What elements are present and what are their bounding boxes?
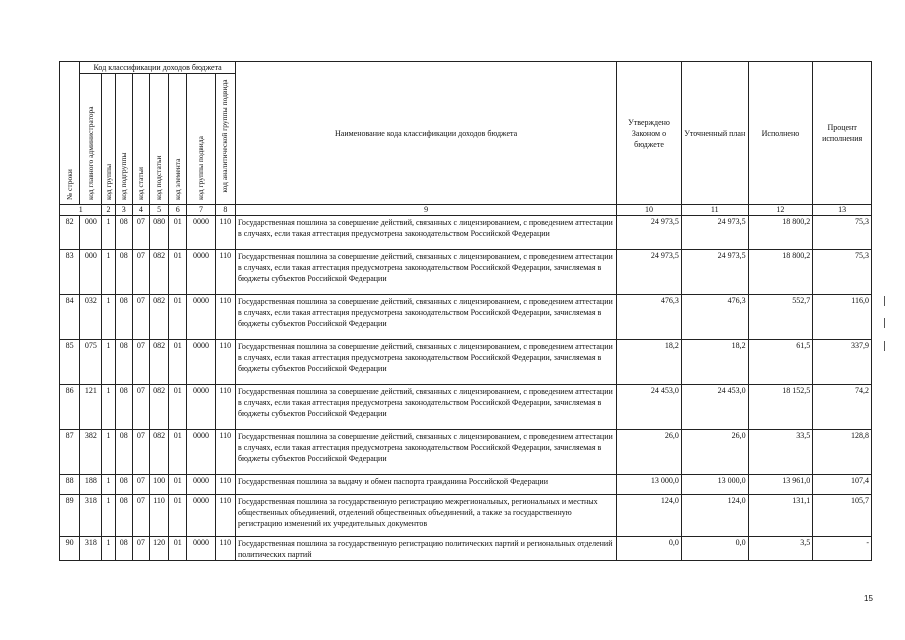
code-subarticle-cell: 082 <box>149 385 168 430</box>
code-article-cell: 07 <box>132 537 149 561</box>
code-subtype-group-cell: 0000 <box>187 295 215 340</box>
code-element-cell: 01 <box>169 537 187 561</box>
code-subarticle-cell: 120 <box>149 537 168 561</box>
code-group-cell: 1 <box>102 475 115 495</box>
code-admin-cell: 382 <box>80 430 102 475</box>
revised-plan-cell: 0,0 <box>681 537 748 561</box>
code-element-cell: 01 <box>169 250 187 295</box>
approved-amount-cell: 124,0 <box>617 495 682 537</box>
header-code-col: код группы <box>102 74 115 205</box>
code-element-cell: 01 <box>169 495 187 537</box>
revenue-name-cell: Государственная пошлина за совершение действий, связанных с лицензированием, с проведением аттестации в случаях, если такая аттестация предусмотрена законодательством Российской Федерации, зачисляемая в бюджеты субъектов Российской Федерации <box>235 250 616 295</box>
code-group-cell: 1 <box>102 385 115 430</box>
code-subgroup-cell: 08 <box>115 340 132 385</box>
column-number-row <box>60 205 872 216</box>
execution-percent-cell: 116,0 <box>813 295 872 340</box>
revised-plan-cell: 124,0 <box>681 495 748 537</box>
column-number: 11 <box>681 205 748 216</box>
code-element-cell: 01 <box>169 475 187 495</box>
column-number: 12 <box>748 205 813 216</box>
executed-amount-cell: 131,1 <box>748 495 813 537</box>
code-article-cell: 07 <box>132 250 149 295</box>
column-number: 9 <box>235 205 616 216</box>
code-group-cell: 1 <box>102 537 115 561</box>
executed-amount-cell: 18 800,2 <box>748 216 813 250</box>
revised-plan-cell: 24 453,0 <box>681 385 748 430</box>
code-subarticle-cell: 100 <box>149 475 168 495</box>
header-row-no: № строки <box>60 62 80 205</box>
executed-amount-cell: 13 961,0 <box>748 475 813 495</box>
header-classification-group: Код классификации доходов бюджета <box>80 62 236 74</box>
code-admin-cell: 318 <box>80 495 102 537</box>
header-code-col: код подстатьи <box>149 74 168 205</box>
code-analytic-group-cell: 110 <box>215 216 235 250</box>
column-number: 2 <box>102 205 115 216</box>
code-subgroup-cell: 08 <box>115 475 132 495</box>
code-analytic-group-cell: 110 <box>215 430 235 475</box>
margin-mark <box>884 296 885 306</box>
code-analytic-group-cell: 110 <box>215 537 235 561</box>
revised-plan-cell: 24 973,5 <box>681 250 748 295</box>
code-admin-cell: 318 <box>80 537 102 561</box>
header-name: Наименование кода классификации доходов бюджета <box>235 62 616 205</box>
revenue-name-cell: Государственная пошлина за совершение действий, связанных с лицензированием, с проведением аттестации в случаях, если такая аттестация предусмотрена законодательством Российской Федерации <box>235 216 616 250</box>
column-number: 1 <box>60 205 102 216</box>
code-admin-cell: 000 <box>80 216 102 250</box>
code-admin-cell: 000 <box>80 250 102 295</box>
revenue-name-cell: Государственная пошлина за государственную регистрацию политических партий и региональных отделений политических партий <box>235 537 616 561</box>
header-percent: Процент исполнения <box>813 62 872 205</box>
approved-amount-cell: 476,3 <box>617 295 682 340</box>
code-group-cell: 1 <box>102 216 115 250</box>
revised-plan-cell: 476,3 <box>681 295 748 340</box>
execution-percent-cell: 128,8 <box>813 430 872 475</box>
code-group-cell: 1 <box>102 430 115 475</box>
code-subtype-group-cell: 0000 <box>187 537 215 561</box>
column-number: 4 <box>132 205 149 216</box>
column-number: 6 <box>169 205 187 216</box>
code-subgroup-cell: 08 <box>115 537 132 561</box>
code-subarticle-cell: 082 <box>149 340 168 385</box>
execution-percent-cell: 75,3 <box>813 216 872 250</box>
execution-percent-cell: 75,3 <box>813 250 872 295</box>
row-number-cell: 85 <box>60 340 80 385</box>
revenue-name-cell: Государственная пошлина за совершение действий, связанных с лицензированием, с проведением аттестации в случаях, если такая аттестация предусмотрена законодательством Российской Федерации, зачисляемая в бюджеты субъектов Российской Федерации <box>235 295 616 340</box>
code-subgroup-cell: 08 <box>115 250 132 295</box>
revenue-name-cell: Государственная пошлина за совершение действий, связанных с лицензированием, с проведением аттестации в случаях, если такая аттестация предусмотрена законодательством Российской Федерации, зачисляемая в бюджеты субъектов Российской Федерации <box>235 430 616 475</box>
revised-plan-cell: 13 000,0 <box>681 475 748 495</box>
code-subarticle-cell: 110 <box>149 495 168 537</box>
code-article-cell: 07 <box>132 216 149 250</box>
code-subtype-group-cell: 0000 <box>187 430 215 475</box>
header-code-col: код элемента <box>169 74 187 205</box>
revised-plan-cell: 18,2 <box>681 340 748 385</box>
code-admin-cell: 032 <box>80 295 102 340</box>
row-number-cell: 89 <box>60 495 80 537</box>
table-row <box>60 537 872 561</box>
row-number-cell: 82 <box>60 216 80 250</box>
code-element-cell: 01 <box>169 385 187 430</box>
approved-amount-cell: 26,0 <box>617 430 682 475</box>
code-group-cell: 1 <box>102 495 115 537</box>
code-subtype-group-cell: 0000 <box>187 385 215 430</box>
code-subgroup-cell: 08 <box>115 430 132 475</box>
code-subtype-group-cell: 0000 <box>187 475 215 495</box>
execution-percent-cell: 74,2 <box>813 385 872 430</box>
executed-amount-cell: 33,5 <box>748 430 813 475</box>
header-code-col: код группы подвида <box>187 74 215 205</box>
code-subarticle-cell: 082 <box>149 250 168 295</box>
revised-plan-cell: 26,0 <box>681 430 748 475</box>
revenue-name-cell: Государственная пошлина за выдачу и обмен паспорта гражданина Российской Федерации <box>235 475 616 495</box>
code-group-cell: 1 <box>102 250 115 295</box>
column-number: 3 <box>115 205 132 216</box>
code-subarticle-cell: 082 <box>149 295 168 340</box>
table-row <box>60 495 872 537</box>
executed-amount-cell: 552,7 <box>748 295 813 340</box>
code-subgroup-cell: 08 <box>115 495 132 537</box>
column-number: 8 <box>215 205 235 216</box>
code-group-cell: 1 <box>102 295 115 340</box>
row-number-cell: 87 <box>60 430 80 475</box>
header-code-col: код подгруппы <box>115 74 132 205</box>
executed-amount-cell: 18 152,5 <box>748 385 813 430</box>
revenue-name-cell: Государственная пошлина за совершение действий, связанных с лицензированием, с проведением аттестации в случаях, если такая аттестация предусмотрена законодательством Российской Федерации, зачисляемая в бюджеты субъектов Российской Федерации <box>235 385 616 430</box>
executed-amount-cell: 3,5 <box>748 537 813 561</box>
code-article-cell: 07 <box>132 340 149 385</box>
revenue-name-cell: Государственная пошлина за государственную регистрацию межрегиональных, региональных и местных общественных объединений, отделений общественных объединений, а также за государственную регистрацию изменений их учредительных документов <box>235 495 616 537</box>
code-analytic-group-cell: 110 <box>215 250 235 295</box>
table-row <box>60 250 872 295</box>
column-number: 10 <box>617 205 682 216</box>
code-analytic-group-cell: 110 <box>215 475 235 495</box>
approved-amount-cell: 24 973,5 <box>617 250 682 295</box>
header-approved: Утверждено Законом о бюджете <box>617 62 682 205</box>
code-subtype-group-cell: 0000 <box>187 340 215 385</box>
code-article-cell: 07 <box>132 475 149 495</box>
column-number: 7 <box>187 205 215 216</box>
execution-percent-cell: - <box>813 537 872 561</box>
code-article-cell: 07 <box>132 385 149 430</box>
code-admin-cell: 121 <box>80 385 102 430</box>
code-element-cell: 01 <box>169 430 187 475</box>
execution-percent-cell: 105,7 <box>813 495 872 537</box>
margin-mark <box>884 341 885 351</box>
code-analytic-group-cell: 110 <box>215 385 235 430</box>
code-admin-cell: 075 <box>80 340 102 385</box>
column-number: 13 <box>813 205 872 216</box>
table-row <box>60 295 872 340</box>
table-row <box>60 340 872 385</box>
header-revised: Уточненный план <box>681 62 748 205</box>
code-article-cell: 07 <box>132 495 149 537</box>
row-number-cell: 86 <box>60 385 80 430</box>
row-number-cell: 88 <box>60 475 80 495</box>
code-group-cell: 1 <box>102 340 115 385</box>
code-subarticle-cell: 082 <box>149 430 168 475</box>
page-number: 15 <box>864 594 873 603</box>
code-analytic-group-cell: 110 <box>215 495 235 537</box>
header-code-col: код аналитической группы подвида <box>215 74 235 205</box>
execution-percent-cell: 107,4 <box>813 475 872 495</box>
code-article-cell: 07 <box>132 430 149 475</box>
row-number-cell: 84 <box>60 295 80 340</box>
approved-amount-cell: 13 000,0 <box>617 475 682 495</box>
code-element-cell: 01 <box>169 340 187 385</box>
revenue-name-cell: Государственная пошлина за совершение действий, связанных с лицензированием, с проведением аттестации в случаях, если такая аттестация предусмотрена законодательством Российской Федерации, зачисляемая в бюджеты субъектов Российской Федерации <box>235 340 616 385</box>
code-subgroup-cell: 08 <box>115 385 132 430</box>
table-row <box>60 385 872 430</box>
row-number-cell: 83 <box>60 250 80 295</box>
code-subtype-group-cell: 0000 <box>187 495 215 537</box>
revised-plan-cell: 24 973,5 <box>681 216 748 250</box>
column-number: 5 <box>149 205 168 216</box>
code-article-cell: 07 <box>132 295 149 340</box>
row-number-cell: 90 <box>60 537 80 561</box>
header-executed: Исполнено <box>748 62 813 205</box>
execution-percent-cell: 337,9 <box>813 340 872 385</box>
header-code-col: код статьи <box>132 74 149 205</box>
code-analytic-group-cell: 110 <box>215 340 235 385</box>
approved-amount-cell: 24 973,5 <box>617 216 682 250</box>
margin-mark <box>884 318 885 328</box>
code-subtype-group-cell: 0000 <box>187 216 215 250</box>
table-row <box>60 216 872 250</box>
code-analytic-group-cell: 110 <box>215 295 235 340</box>
executed-amount-cell: 18 800,2 <box>748 250 813 295</box>
approved-amount-cell: 18,2 <box>617 340 682 385</box>
code-subtype-group-cell: 0000 <box>187 250 215 295</box>
approved-amount-cell: 0,0 <box>617 537 682 561</box>
code-element-cell: 01 <box>169 216 187 250</box>
code-subarticle-cell: 080 <box>149 216 168 250</box>
code-admin-cell: 188 <box>80 475 102 495</box>
code-subgroup-cell: 08 <box>115 295 132 340</box>
executed-amount-cell: 61,5 <box>748 340 813 385</box>
code-subgroup-cell: 08 <box>115 216 132 250</box>
header-code-col: код главного администратора <box>80 74 102 205</box>
table-row <box>60 475 872 495</box>
budget-revenue-table <box>59 61 872 561</box>
approved-amount-cell: 24 453,0 <box>617 385 682 430</box>
code-element-cell: 01 <box>169 295 187 340</box>
table-row <box>60 430 872 475</box>
